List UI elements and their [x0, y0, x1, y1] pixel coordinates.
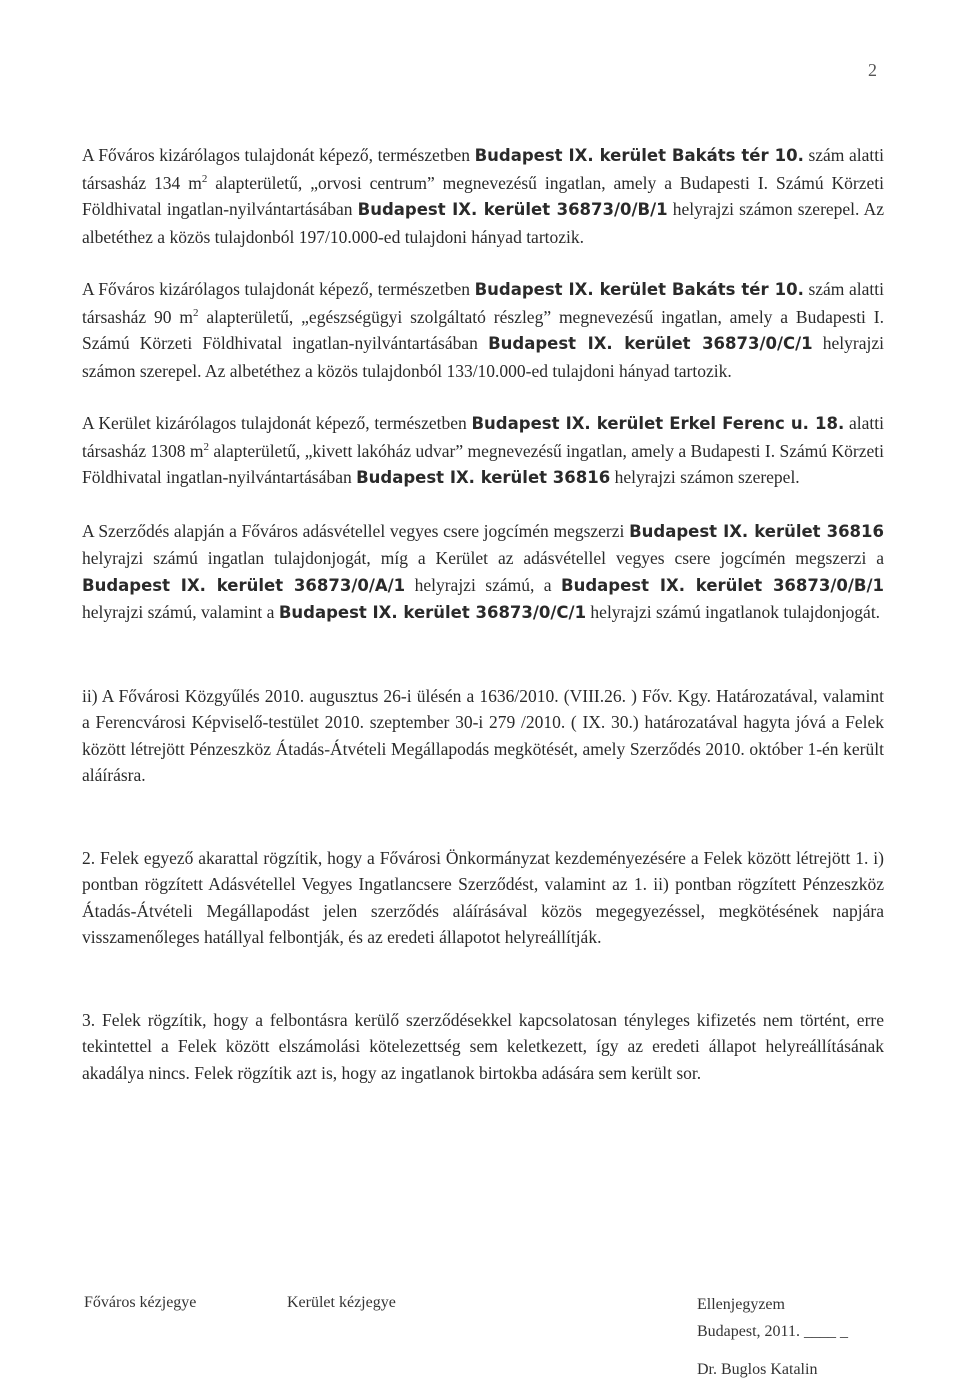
paragraph-property-erkel — [82, 410, 884, 492]
text-run: helyrajzi számú ingatlanok tulajdonjogát. — [586, 602, 881, 622]
address-bold: Budapest IX. kerület Erkel Ferenc u. 18. — [471, 414, 845, 433]
signature-kerulet: Kerület kézjegye — [287, 1294, 396, 1311]
parcel-number-bold: Budapest IX. kerület 36873/0/C/1 — [488, 334, 813, 353]
page-number: 2 — [868, 60, 877, 80]
countersign-label: Ellenjegyzem — [697, 1296, 785, 1313]
text-run: A Főváros kizárólagos tulajdonát képező, természetben — [82, 279, 475, 299]
superscript: 2 — [192, 306, 199, 319]
text-run: helyrajzi számon szerepel. Az albetéthez a közös tulajdonból 133/10.000-ed tulajdoni hányad tartozik. — [82, 333, 885, 381]
text-run: alapterületű, „kivett lakóház udvar” megnevezésű ingatlan, amely a Budapesti I. Számú Körzeti Földhivatal ingatlan-nyilvántartásában — [82, 440, 884, 487]
document-body — [82, 142, 884, 1086]
countersignature-block — [697, 1293, 917, 1385]
paragraph-ii-resolution: ii) A Fővárosi Közgyűlés 2010. augusztus 26-i ülésén a 1636/2010. (VIII.26. ) Főv. Kgy. Határozatával, valamint a Ferencvárosi Képviselő-testület 2010. szeptember 30-i 279 /2010. ( IX. 30.) határozatával hagyta jóvá a Felek között létrejött Pénzeszköz Átadás-Átvételi Megállapodás megkötését, amely Szerződés 2010. október 1-én került aláírásra. — [82, 685, 884, 785]
parcel-number-bold: Budapest IX. kerület 36873/0/A/1 — [82, 575, 406, 595]
countersign-date: Budapest, 2011. ____ _ — [697, 1323, 848, 1340]
text-run: helyrajzi számú, a — [405, 574, 562, 595]
parcel-number-bold: Budapest IX. kerület 36873/0/B/1 — [357, 200, 668, 219]
superscript: 2 — [203, 440, 209, 453]
parcel-number-bold: Budapest IX. kerület 36816 — [629, 521, 884, 541]
paragraph-exchange — [82, 518, 884, 627]
paragraph-property-c1 — [82, 276, 884, 384]
address-bold: Budapest IX. kerület Bakáts tér 10. — [474, 146, 804, 165]
superscript: 2 — [201, 172, 208, 185]
paragraph-clause-3: 3. Felek rögzítik, hogy a felbontásra kerülő szerződésekkel kapcsolatosan tényleges kifizetés nem történt, erre tekintettel a Felek között elszámolási kötelezettség sem keletkezett, így az eredeti állapot helyreállításának akadálya nincs. Felek rögzítik azt is, hogy az ingatlanok birtokba adására sem került sor. — [82, 1009, 884, 1083]
text-run: helyrajzi számon szerepel. — [610, 467, 800, 487]
text-run: helyrajzi számú ingatlan tulajdonjogát, míg a Kerület az adásvétellel vegyes csere jogcímén megszerzi a — [82, 548, 884, 568]
text-run: alapterületű, „orvosi centrum” megnevezésű ingatlan, amely a Budapesti I. Számú Körzeti Földhivatal ingatlan-nyilvántartásában — [82, 172, 884, 219]
text-run: szám alatti társasház 134 m — [82, 145, 884, 193]
text-run: A Főváros kizárólagos tulajdonát képező, természetben — [82, 145, 475, 165]
text-run: helyrajzi számon szerepel. Az albetéthez a közös tulajdonból 197/10.000-ed tulajdoni hányad tartozik. — [82, 199, 884, 247]
text-run: szám alatti társasház 90 m — [82, 279, 884, 327]
parcel-number-bold: Budapest IX. kerület 36816 — [356, 468, 611, 487]
countersign-name: Dr. Buglos Katalin — [697, 1361, 818, 1378]
text-run: A Kerület kizárólagos tulajdonát képező, természetben — [82, 413, 472, 433]
parcel-number-bold: Budapest IX. kerület 36873/0/C/1 — [278, 603, 587, 622]
text-run: A Szerződés alapján a Főváros adásvétellel vegyes csere jogcímén megszerzi — [82, 520, 630, 541]
text-run: alapterületű, „egészségügyi szolgáltató részleg” megnevezésű ingatlan, amely a Budapesti I. Számú Körzeti Földhivatal ingatlan-nyilvántartásában — [82, 306, 884, 353]
address-bold: Budapest IX. kerület Bakáts tér 10. — [474, 280, 804, 299]
paragraph-property-b1 — [82, 142, 884, 250]
parcel-number-bold: Budapest IX. kerület 36873/0/B/1 — [561, 575, 884, 595]
signature-fovaros: Főváros kézjegye — [84, 1294, 197, 1311]
text-run: alatti társasház 1308 m — [82, 413, 885, 461]
paragraph-clause-2: 2. Felek egyező akarattal rögzítik, hogy a Fővárosi Önkormányzat kezdeményezésére a Felek között létrejött 1. i) pontban rögzített Adásvétellel Vegyes Ingatlancsere Szerződést, valamint az 1. ii) pontban rögzített Pénzeszköz Átadás-Átvételi Megállapodást jelen szerződés aláírásával közös megegyezéssel, megkötésének napjára visszamenőleges hatállyal felbontják, és az eredeti állapotot helyreállítják. — [82, 847, 884, 947]
text-run: helyrajzi számú, valamint a — [82, 602, 279, 622]
